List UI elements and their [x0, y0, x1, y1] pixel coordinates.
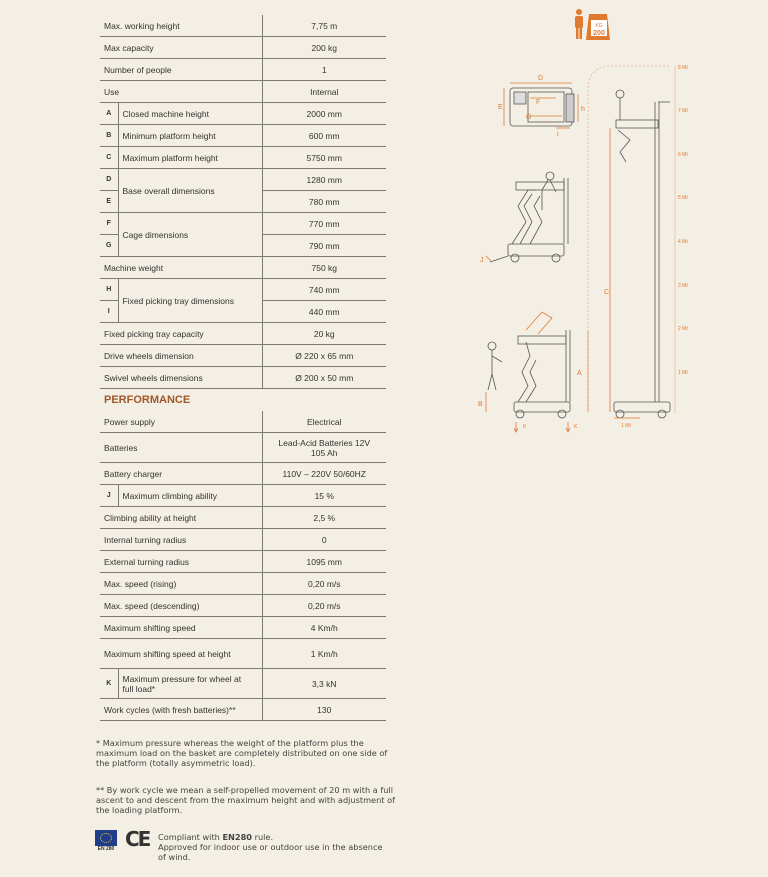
spec-code: D — [100, 169, 118, 191]
scale-tick-6: 6 Mt — [678, 152, 688, 158]
spec-label: Use — [100, 81, 262, 103]
perf-value: 0,20 m/s — [262, 573, 386, 595]
spec-value: 2000 mm — [262, 103, 386, 125]
dim-label-e: E — [498, 104, 503, 111]
perf-label: Power supply — [100, 411, 262, 433]
perf-row — [100, 529, 386, 551]
spec-label: Closed machine height — [118, 103, 262, 125]
section-heading-row — [100, 389, 386, 412]
perf-value: 15 % — [262, 485, 386, 507]
dim-label-c: C — [604, 289, 610, 296]
perf-label: Maximum climbing ability — [118, 485, 262, 507]
spec-value: 740 mm — [262, 279, 386, 301]
spec-value: 1 — [262, 59, 386, 81]
perf-label: Battery charger — [100, 463, 262, 485]
perf-label: Internal turning radius — [100, 529, 262, 551]
dim-label-g: G — [526, 114, 532, 121]
perf-label: Maximum pressure for wheel at full load* — [118, 669, 262, 699]
footnote-work-cycle: ** By work cycle we mean a self-propelled movement of 20 m with a full ascent to and descent from the maximum height and with adjustment of the loading platform. — [96, 785, 395, 815]
spec-value: 600 mm — [262, 125, 386, 147]
spec-value: 1280 mm — [262, 169, 386, 191]
specifications-table — [100, 15, 386, 721]
spec-label: Cage dimensions — [118, 213, 262, 257]
spec-value: Internal — [262, 81, 386, 103]
spec-code: G — [100, 235, 118, 257]
scale-tick-5: 5 Mt — [678, 195, 688, 201]
perf-value: 3,3 kN — [262, 669, 386, 699]
perf-value: Lead-Acid Batteries 12V 105 Ah — [262, 433, 386, 463]
perf-row — [100, 507, 386, 529]
spec-value: Ø 220 x 65 mm — [262, 345, 386, 367]
spec-value: Ø 200 x 50 mm — [262, 367, 386, 389]
standard-name: EN280 — [222, 832, 252, 842]
perf-code: K — [100, 669, 118, 699]
compliance-text — [158, 832, 388, 862]
spec-value: 750 kg — [262, 257, 386, 279]
spec-row — [100, 345, 386, 367]
spec-code: F — [100, 213, 118, 235]
dim-label-d: D — [538, 75, 544, 82]
dim-label-k-right: K — [574, 424, 578, 430]
spec-label: Maximum platform height — [118, 147, 262, 169]
spec-code: A — [100, 103, 118, 125]
spec-row — [100, 323, 386, 345]
spec-row — [100, 367, 386, 389]
perf-label: Max. speed (rising) — [100, 573, 262, 595]
perf-value: Electrical — [262, 411, 386, 433]
spec-label: Fixed picking tray capacity — [100, 323, 262, 345]
spec-value: 770 mm — [262, 213, 386, 235]
footnote-pressure: * Maximum pressure whereas the weight of the platform plus the maximum load on the basket are completely distributed on one side of the platform (totally asymmetric load). — [96, 738, 388, 768]
perf-label: Work cycles (with fresh batteries)** — [100, 699, 262, 721]
dim-label-h: h — [581, 106, 585, 113]
perf-value: 4 Km/h — [262, 617, 386, 639]
perf-label: Maximum shifting speed — [100, 617, 262, 639]
perf-row — [100, 433, 386, 463]
eu-standard-label: EN 280 — [97, 846, 115, 852]
spec-row — [100, 279, 386, 301]
performance-title: PERFORMANCE — [104, 394, 191, 406]
perf-value: 130 — [262, 699, 386, 721]
weight-200kg-icon — [586, 14, 610, 40]
side-view-lowered-drawing — [478, 312, 588, 432]
spec-code: H — [100, 279, 118, 301]
spec-label: Minimum platform height — [118, 125, 262, 147]
spec-value: 440 mm — [262, 301, 386, 323]
perf-row — [100, 617, 386, 639]
perf-row — [100, 463, 386, 485]
perf-row — [100, 485, 386, 507]
top-view-drawing — [498, 75, 585, 138]
perf-label: External turning radius — [100, 551, 262, 573]
spec-row — [100, 169, 386, 191]
spec-label: Max. working height — [100, 15, 262, 37]
spec-code: I — [100, 301, 118, 323]
spec-row — [100, 257, 386, 279]
perf-row — [100, 669, 386, 699]
spec-value: 780 mm — [262, 191, 386, 213]
spec-row — [100, 103, 386, 125]
scale-tick-4: 4 Mt — [678, 239, 688, 245]
spec-row — [100, 81, 386, 103]
perf-label: Maximum shifting speed at height — [100, 639, 262, 669]
perf-label: Climbing ability at height — [100, 507, 262, 529]
perf-row — [100, 551, 386, 573]
perf-row — [100, 639, 386, 669]
perf-value: 2,5 % — [262, 507, 386, 529]
spec-value: 200 kg — [262, 37, 386, 59]
spec-value: 7,75 m — [262, 15, 386, 37]
machine-technical-drawing — [470, 0, 710, 440]
perf-value: 1 Km/h — [262, 639, 386, 669]
spec-row — [100, 15, 386, 37]
spec-row — [100, 125, 386, 147]
dim-label-k-left: K — [523, 424, 527, 430]
spec-label: Number of people — [100, 59, 262, 81]
perf-code: J — [100, 485, 118, 507]
perf-label: Batteries — [100, 433, 262, 463]
dim-label-j: J — [480, 257, 484, 264]
perf-value: 110V – 220V 50/60HZ — [262, 463, 386, 485]
dim-label-f: F — [536, 99, 541, 106]
perf-row — [100, 699, 386, 721]
scale-tick-1: 1 Mt — [678, 370, 688, 376]
person-icon — [575, 9, 583, 39]
scale-tick-3: 3 Mt — [678, 283, 688, 289]
spec-row — [100, 213, 386, 235]
eu-flag-icon — [95, 830, 117, 846]
perf-row — [100, 573, 386, 595]
perf-row — [100, 411, 386, 433]
spec-label: Max capacity — [100, 37, 262, 59]
spec-row — [100, 59, 386, 81]
compliance-line-2: Approved for indoor use or outdoor use in the absence of wind. — [158, 842, 383, 862]
perf-row — [100, 595, 386, 617]
scale-tick-2: 2 Mt — [678, 326, 688, 332]
ce-mark-icon: CE — [125, 827, 150, 851]
perf-value: 1095 mm — [262, 551, 386, 573]
weight-unit-label: KG — [595, 23, 603, 29]
dim-label-i: i — [557, 131, 559, 138]
scale-tick-7: 7 Mt — [678, 108, 688, 114]
spec-code: E — [100, 191, 118, 213]
spec-code: C — [100, 147, 118, 169]
perf-label: Max. speed (descending) — [100, 595, 262, 617]
spec-label: Swivel wheels dimensions — [100, 367, 262, 389]
spec-code: B — [100, 125, 118, 147]
spec-value: 5750 mm — [262, 147, 386, 169]
spec-value: 20 kg — [262, 323, 386, 345]
spec-row — [100, 147, 386, 169]
spec-label: Fixed picking tray dimensions — [118, 279, 262, 323]
height-scale — [675, 65, 688, 414]
spec-label: Drive wheels dimension — [100, 345, 262, 367]
dim-label-a: A — [577, 370, 582, 377]
dim-label-b: B — [478, 401, 483, 408]
spec-label: Machine weight — [100, 257, 262, 279]
side-view-climbing-drawing — [480, 172, 568, 264]
spec-row — [100, 37, 386, 59]
compliance-block — [95, 829, 395, 863]
spec-label: Base overall dimensions — [118, 169, 262, 213]
perf-value: 0 — [262, 529, 386, 551]
extended-view-drawing — [588, 66, 670, 429]
perf-value: 0,20 m/s — [262, 595, 386, 617]
scale-tick-8: 8 Mt — [678, 65, 688, 71]
base-scale-label: 1 Mt — [621, 423, 631, 429]
compliance-line-1: Compliant with EN280 rule. — [158, 832, 274, 842]
spec-value: 790 mm — [262, 235, 386, 257]
weight-value-label: 200 — [593, 30, 605, 37]
